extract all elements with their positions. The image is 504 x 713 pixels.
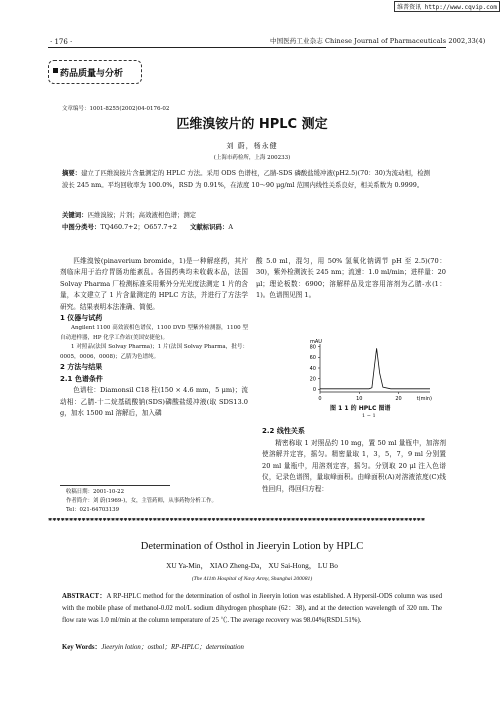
keywords-cn-text: 匹维溴铵；片剂；高效液相色谱；测定	[87, 211, 197, 219]
keywords-cn	[62, 210, 196, 219]
classification	[62, 222, 177, 231]
heading-linearity: 2.2 线性关系	[262, 427, 305, 435]
affiliation-cn: (上海市药检所，上海 200233)	[213, 155, 291, 161]
chromatography-paragraph: 色谱柱：Diamonsil C18 柱(150 × 4.6 mm，5 μm)；流动相：乙腈-十二烷基硫酸钠(SDS)磷酸盐缓冲液(取 SDS13.0 g，加水 1500 ml 溶解后，加入磷	[60, 386, 248, 418]
footnote-tel: Tel：021-64703139	[66, 507, 120, 513]
doc-code-text: A	[228, 223, 233, 231]
affiliation-en: (The 411th Hospital of Navy Army, Shanghai 200081)	[191, 576, 313, 582]
intro-paragraph: 匹维溴铵(pinaverium bromide，1)是一种解痉药，其片剂临床用于治疗胃肠功能紊乱。各国药典均未收载本品，法国 Solvay Pharma 厂检测标准采用紫外分光光度法测定 1 片的含量，本文建立了 1 片含量测定的 HPLC 方法，并进行了方法学研究。结果表明本法准确、简便。	[60, 257, 248, 311]
keywords-cn-label: 关键词：	[62, 211, 88, 219]
heading-chromatography: 2.1 色谱条件	[60, 374, 103, 383]
y-tick-label: 60	[309, 355, 316, 362]
doc-code-label: 文献标识码：	[190, 223, 229, 231]
section-label: 药品质量与分析	[60, 69, 124, 79]
abstract-cn	[62, 168, 434, 191]
figure-subcaption: 1 − 1	[362, 413, 376, 419]
abstract-en	[62, 591, 442, 627]
x-tick-label: 0	[318, 396, 322, 402]
x-tick-label: 20	[395, 396, 402, 402]
abstract-cn-label: 摘要：	[62, 169, 82, 177]
y-tick-label: 40	[309, 365, 316, 372]
y-tick-label: 80	[309, 344, 316, 351]
chromatogram-trace	[320, 348, 430, 389]
chromatogram-chart	[298, 336, 438, 404]
header-rule	[48, 47, 446, 48]
conditions-paragraph: 酸 5.0 ml，混匀，用 50% 氢氧化钠调节 pH 至 2.5)(70：30)，紫外检测波长 245 nm；流速：1.0 ml/min；进样量：20 μl；理论板数：6900；溶解样品及定容用溶剂为乙腈-水(1：1)。色谱图见图 1。	[256, 257, 446, 300]
page-number: · 176 ·	[50, 38, 73, 46]
source-stamp: 维普资讯 http://www.cqvip.com	[394, 1, 500, 12]
footnote-received: 收稿日期：2001-10-22	[66, 489, 125, 495]
abstract-en-label: ABSTRACT：	[62, 593, 107, 600]
authors-en: XU Ya-Min， XIAO Zheng-Da， XU Sai-Hong， LU Bo	[166, 561, 338, 570]
figure-caption: 图 1 1 的 HPLC 图谱	[330, 405, 391, 412]
x-axis-label: t(min)	[416, 396, 432, 402]
heading-instruments: 1 仪器与试药	[60, 314, 103, 323]
x-tick-label: 10	[356, 396, 363, 402]
right-column	[256, 256, 446, 302]
doc-code	[190, 222, 233, 231]
y-tick-label: 20	[309, 376, 316, 383]
abstract-en-text: A RP-HPLC method for the determination of osthol in Jieeryin lotion was established. A Hypersil-ODS column was used with the mobile phase of methanol-0.02 mol/L sodium dihydrogen phosphate (62：38), and at the detection wavelength of 320 nm. The flow rate was 1.0 ml/min at the column temperature of 25 ℃. The average recovery was 98.04%(RSD1.51%).	[62, 593, 442, 624]
abstract-cn-text: 建立了匹维溴铵片含量测定的 HPLC 方法。采用 ODS 色谱柱，乙腈-SDS 磷酸盐缓冲液(pH2.5)(70：30)为流动相，检测波长 245 nm。平均回收率为 100.0%，RSD 为 0.91%，在浓度 10～90 μg/ml 范围内线性关系良好，相关系数为 0.9999。	[62, 169, 431, 189]
classification-label: 中图分类号：	[62, 223, 101, 231]
separator-rule: ✱✱✱✱✱✱✱✱✱✱✱✱✱✱✱✱✱✱✱✱✱✱✱✱✱✱✱✱✱✱✱✱✱✱✱✱✱✱✱✱✱✱✱✱✱✱✱✱✱✱✱✱✱✱✱✱✱✱✱✱✱✱✱✱✱✱✱✱✱✱✱✱✱✱✱✱✱✱✱✱✱✱✱✱✱✱✱✱✱✱	[48, 518, 426, 522]
article-title-en: Determination of Osthol in Jieeryin Lotion by HPLC	[140, 541, 364, 552]
y-axis-label: mAU	[310, 339, 322, 345]
left-column	[60, 256, 248, 419]
footnote-rule	[60, 485, 170, 486]
reagents-paragraph: 1 对照品(法国 Solvay Pharma)；1 片(法国 Solvay Pharma，批号：0005，0006，0008)；乙腈为色谱纯。	[60, 344, 248, 360]
instruments-paragraph: Angilent 1100 高效液相色谱仪，1100 DVD 型紫外检测器，1100 型自动进样器，HP 化学工作站(美国安捷伦)。	[60, 325, 248, 341]
section-bullet-icon	[53, 68, 58, 73]
classification-text: TQ460.7+2；O657.7+2	[100, 223, 177, 231]
journal-header: 中国医药工业杂志 Chinese Journal of Pharmaceuticals 2002,33(4)	[270, 37, 486, 45]
keywords-en-label: Key Words：	[62, 644, 102, 651]
y-tick-label: 0	[312, 387, 316, 394]
linearity-paragraph: 精密称取 1 对照品约 10 mg，置 50 ml 量瓶中，加溶剂使溶解并定容，摇匀。精密量取 1，3，5，7，9 ml 分别置 20 ml 量瓶中，用溶剂定容，摇匀。分别取 20 μl 注入色谱仪，记录色谱图，量取峰面积。由峰面积(A)对溶液浓度(C)线性回归，得回归方程：	[262, 439, 446, 493]
article-title-cn: 匹维溴铵片的 HPLC 测定	[176, 117, 328, 132]
keywords-en-text: Jieeryin lotion；osthol；RP-HPLC；determination	[101, 644, 244, 651]
heading-methods: 2 方法与结果	[60, 363, 103, 372]
keywords-en	[62, 641, 244, 651]
footnote	[66, 488, 217, 515]
footnote-author: 作者简介：刘 蔚(1969-)，女，主管药师，从事药物分析工作。	[66, 498, 217, 504]
article-number: 文章编号：1001-8255(2002)04-0176-02	[62, 106, 170, 112]
authors-cn: 刘 蔚，杨永健	[226, 142, 278, 150]
